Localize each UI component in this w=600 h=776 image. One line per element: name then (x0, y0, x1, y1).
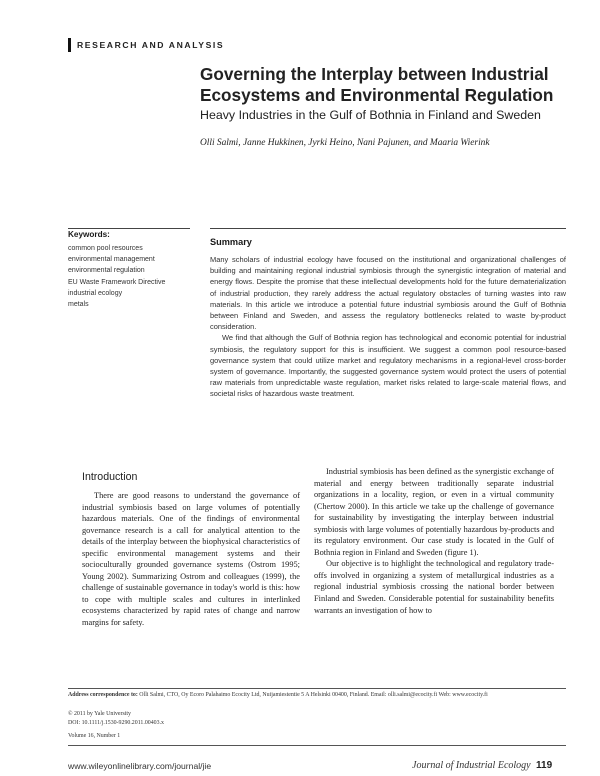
copyright-line: © 2011 by Yale University (68, 711, 131, 717)
keyword-item: metals (68, 301, 89, 309)
keywords-heading: Keywords: (68, 230, 110, 239)
keywords-list (68, 243, 198, 310)
volume-line: Volume 16, Number 1 (68, 733, 121, 739)
introduction-heading: Introduction (82, 471, 138, 483)
footer-rule (68, 745, 566, 746)
summary-paragraph: We find that although the Gulf of Bothnia region has technological and economic potential for industrial symbiosis, the regulatory support for this is insufficient. We suggest a common pool resource-based governance system that could utilize market and regulatory mechanisms in a regional-level cross-border system of governance. Importantly, the suggested governance system would protect the users of potential raw materials from unpredictable waste regulation, market risks related to large-scale material flows, and societal risks of hazardous waste treatment. (210, 333, 566, 399)
keyword-item: EU Waste Framework Directive (68, 278, 166, 286)
correspondence-note (68, 691, 568, 700)
section-tag (68, 38, 224, 52)
summary-body (210, 254, 566, 400)
keywords-rule (68, 228, 190, 229)
correspondence-label: Address correspondence to: (68, 692, 138, 698)
summary-rule (210, 228, 566, 229)
keyword-item: environmental management (68, 256, 155, 264)
summary-paragraph: Many scholars of industrial ecology have focused on the institutional and organizational challenges of building and maintaining regional industrial symbiosis through the synergistic integration of material and energy flows. Despite the promise that these intellectual developments hold for the future dematerialization of industrial production, they rarely address the actual regulatory obstacles of turning wastes into raw materials. In this article we introduce a potential future industrial symbiosis around the Gulf of Bothnia between Finland and Sweden, and assess the regulatory bottlenecks related to waste by-product consideration. (210, 255, 566, 332)
article-title: Governing the Interplay between Industrial Ecosystems and Environmental Regulation (200, 64, 554, 105)
body-paragraph: Our objective is to highlight the technological and regulatory trade-offs involved in organizing a system of metallurgical industries as a regional industrial symbiosis crossing the national border between Finland and Sweden. Considerable potential for sustainability benefits warrants an investigation of how to (314, 559, 554, 615)
summary-heading: Summary (210, 237, 252, 247)
keyword-item: industrial ecology (68, 289, 123, 297)
article-authors: Olli Salmi, Janne Hukkinen, Jyrki Heino, Nani Pajunen, and Maaria Wierink (200, 138, 490, 148)
journal-name: Journal of Industrial Ecology (412, 760, 531, 771)
body-column-left (82, 490, 300, 629)
page-number: 119 (536, 760, 553, 771)
footnote-rule (68, 688, 566, 689)
doi-line: DOI: 10.1111/j.1530-9290.2011.00403.x (68, 719, 164, 726)
copyright-block (68, 710, 368, 727)
correspondence-text: Olli Salmi, CTO, Oy Ecoro Palahaimo Ecocity Ltd, Nuijamiestentie 5 A Helsinki 00400, Finland. Email: olli.salmi@ecocity.fi Web: www.ecocity.fi (139, 692, 488, 698)
keyword-item: common pool resources (68, 245, 143, 252)
section-tag-bar (68, 38, 71, 52)
body-paragraph: There are good reasons to understand the governance of industrial symbiosis based on large volumes of potentially hazardous materials. One of the findings of environmental governance research is a call for analytical attention to the details of the interplay between the biophysical characteristics of specific environmental management systems and their socioculturally grounded governance systems (Ostrom 1995; Young 2002). Summarizing Ostrom and colleagues (1999), the challenge of sustainable governance in today's world is this: how to cope with multiple scales and cultures in interlinked ecosystems characterized by rapid rates of change and narrow margins for safety. (82, 491, 300, 628)
body-paragraph: Industrial symbiosis has been defined as the synergistic exchange of material and energy between traditionally separate industrial organizations in a locality, region, or even in a virtual community (Chertow 2000). In this article we take up the challenge of governance for sustainability by investigating the interplay between industrial symbiosis with large volumes of potentially hazardous by-products and its regulatory environment. Our case study is located in the Gulf of Bothnia region in Finland and Sweden (figure 1). (314, 467, 554, 557)
article-subtitle: Heavy Industries in the Gulf of Bothnia in Finland and Sweden (200, 108, 541, 122)
section-tag-label: RESEARCH AND ANALYSIS (77, 40, 225, 50)
body-column-right (314, 466, 554, 616)
journal-url[interactable]: www.wileyonlinelibrary.com/journal/jie (68, 761, 212, 771)
keyword-item: environmental regulation (68, 267, 145, 275)
